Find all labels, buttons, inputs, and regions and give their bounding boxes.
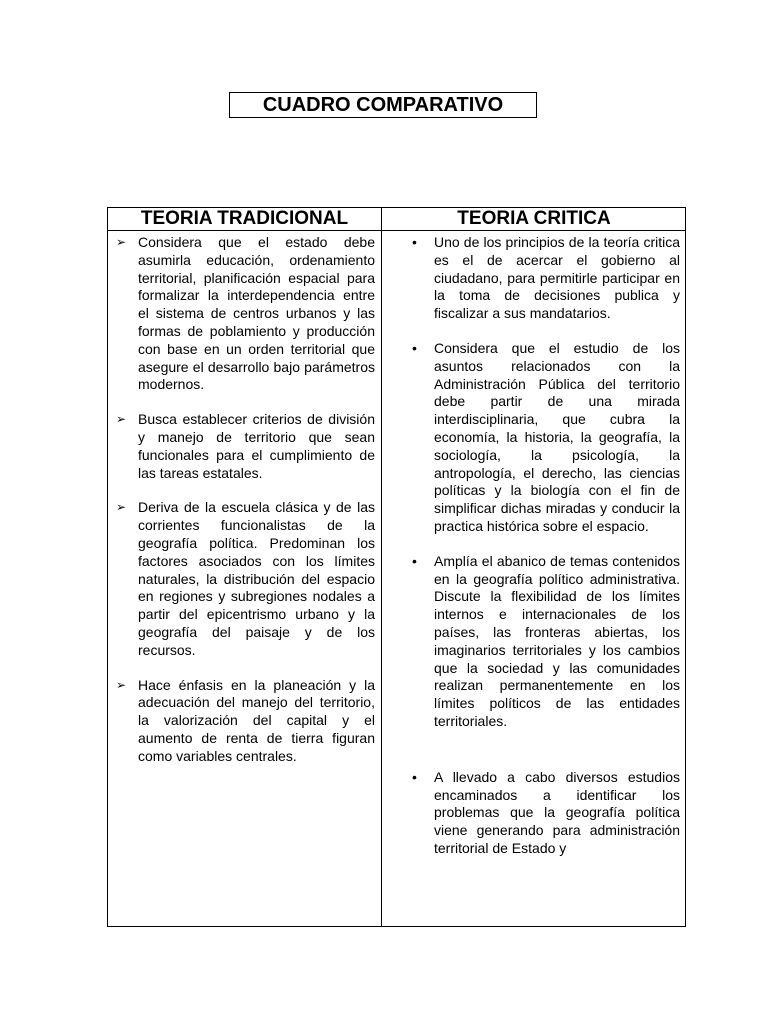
column-header-tradicional: TEORIA TRADICIONAL	[140, 208, 349, 229]
item-text: Hace énfasis en la planeación y la adecuación del manejo del territorio, la valorización del capital y el aumento de renta de tierra figuran como variables centrales.	[138, 676, 375, 764]
header-divider	[108, 230, 685, 231]
item-text: Considera que el estado debe asumirla educación, ordenamiento territorial, planificación espacial para formalizar la interdependencia entre el sistema de centros urbanos y las formas de poblamiento y producción con base en un orden territorial que asegure el desarrollo bajo parámetros modernos.	[138, 234, 375, 393]
arrow-bullet-icon: ➢	[116, 412, 127, 427]
arrow-bullet-icon: ➢	[116, 235, 127, 249]
list-item	[412, 552, 680, 731]
list-item	[116, 499, 375, 659]
item-text: Busca establecer criterios de división y manejo de territorio que sean funcionales para el cumplimiento de las tareas estatales.	[138, 411, 375, 481]
item-text: A llevado a cabo diversos estudios encaminados a identificar los problemas que la geografía política viene generando para administración territorial de Estado y	[434, 768, 680, 856]
list-item	[412, 234, 680, 323]
dot-bullet-icon: •	[412, 552, 417, 569]
dot-bullet-icon: •	[412, 234, 417, 250]
column-header-critica: TEORIA CRITICA	[457, 208, 611, 229]
arrow-bullet-icon: ➢	[116, 500, 127, 515]
item-text: Amplía el abanico de temas contenidos en la geografía político administrativa. Discute la flexibilidad de los límites internos e internacionales de los países, las fronteras abiertas, los imaginarios territoriales y los cambios que la sociedad y las comunidades realizan permanentemente en los límites políticos de las entidades territoriales.	[434, 552, 680, 729]
list-item	[116, 411, 375, 482]
item-text: Uno de los principios de la teoría critica es el de acercar el gobierno al ciudadano, para permitirle participar en la toma de decisiones publica y fiscalizar a sus mandatarios.	[434, 234, 680, 322]
arrow-bullet-icon: ➢	[116, 677, 127, 692]
list-item	[412, 339, 680, 536]
item-text: Considera que el estudio de los asuntos relacionados con la Administración Pública del territorio debe partir de una mirada interdisciplinaria, que cubra la economía, la historia, la geografía, la sociología, la psicología, la antropología, el derecho, las ciencias políticas y la biología con el fin de simplificar dichas miradas y conducir la practica histórica sobre el espacio.	[434, 339, 680, 534]
column-body-tradicional	[116, 234, 375, 766]
list-item	[116, 676, 375, 766]
list-item	[412, 768, 680, 858]
document-title: CUADRO COMPARATIVO	[229, 92, 537, 118]
item-text: Deriva de la escuela clásica y de las corrientes funcionalistas de la geografía política. Predominan los factores asociados con los límites naturales, la distribución del espacio en regiones y subregiones nodales a partir del epicentrismo urbano y la geografía del paisaje y de los recursos.	[138, 499, 375, 658]
comparison-table	[107, 207, 686, 927]
column-body-critica	[412, 234, 680, 858]
column-divider	[381, 208, 382, 926]
dot-bullet-icon: •	[412, 768, 417, 785]
list-item	[116, 234, 375, 394]
dot-bullet-icon: •	[412, 339, 417, 356]
